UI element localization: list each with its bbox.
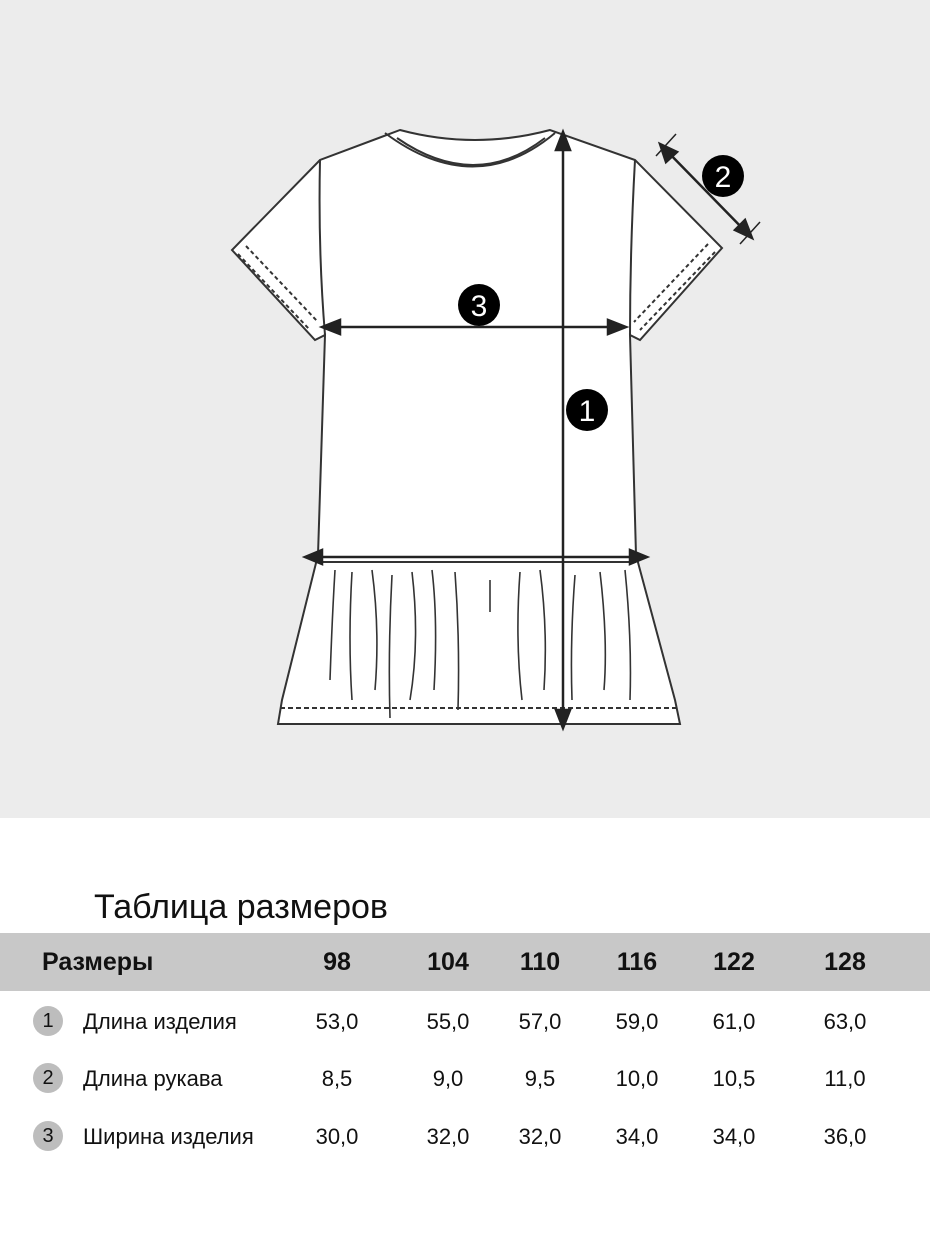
table-cell: 53,0 <box>315 1009 359 1034</box>
marker-2-icon <box>702 155 744 197</box>
svg-text:1: 1 <box>578 395 596 428</box>
table-cell: 57,0 <box>518 1009 562 1034</box>
table-cell: 34,0 <box>615 1124 659 1149</box>
header-size: 110 <box>519 948 561 976</box>
table-cell: 36,0 <box>823 1124 867 1149</box>
table-cell: 9,5 <box>524 1066 556 1091</box>
table-cell: 30,0 <box>315 1124 359 1149</box>
row-number-badge: 2 <box>33 1063 63 1093</box>
row-label: Длина изделия <box>83 1009 237 1034</box>
table-cell: 59,0 <box>615 1009 659 1034</box>
table-cell: 55,0 <box>426 1009 470 1034</box>
row-number-badge: 3 <box>33 1121 63 1151</box>
table-cell: 11,0 <box>824 1066 866 1091</box>
row-number-badge: 1 <box>33 1006 63 1036</box>
table-cell: 9,0 <box>432 1066 464 1091</box>
table-row <box>0 1108 930 1166</box>
header-size: 122 <box>713 948 755 976</box>
table-cell: 8,5 <box>321 1066 353 1091</box>
marker-1-icon <box>566 389 608 431</box>
table-cell: 63,0 <box>823 1009 867 1034</box>
dress-outline <box>232 130 722 724</box>
svg-text:3: 3 <box>470 290 488 323</box>
marker-3-icon <box>458 284 500 326</box>
header-label: Размеры <box>42 948 154 976</box>
table-cell: 61,0 <box>712 1009 756 1034</box>
table-row <box>0 993 930 1051</box>
table-row <box>0 1050 930 1108</box>
size-table-header <box>0 933 930 991</box>
table-cell: 32,0 <box>426 1124 470 1149</box>
row-label: Длина рукава <box>83 1066 223 1091</box>
table-cell: 34,0 <box>712 1124 756 1149</box>
table-cell: 32,0 <box>518 1124 562 1149</box>
table-cell: 10,5 <box>712 1066 756 1091</box>
header-size: 128 <box>824 948 866 976</box>
svg-text:2: 2 <box>714 161 732 194</box>
table-cell: 10,0 <box>615 1066 659 1091</box>
header-size: 98 <box>323 948 351 976</box>
header-size: 104 <box>427 948 469 976</box>
header-size: 116 <box>616 948 658 976</box>
row-label: Ширина изделия <box>83 1124 254 1149</box>
size-table-title: Таблица размеров <box>94 888 388 926</box>
